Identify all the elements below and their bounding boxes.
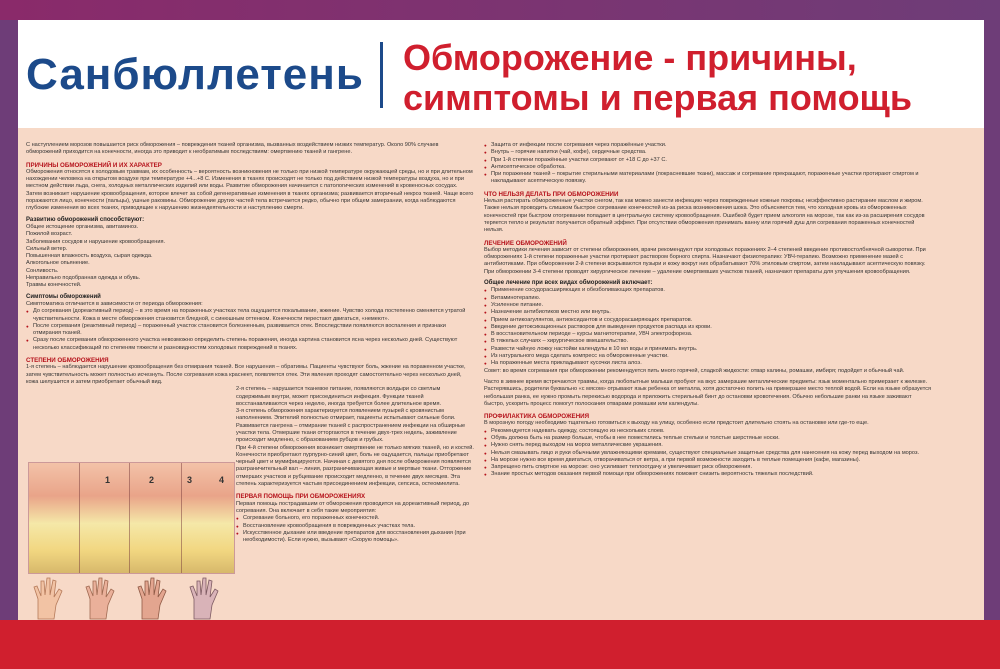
- heading-symptoms: Симптомы обморожений: [26, 293, 101, 300]
- list-item: Общее истощение организма, авитаминоз.: [26, 223, 139, 230]
- list-item: Пожилой возраст.: [26, 231, 73, 238]
- list-item: ● В тяжелых случаях – хирургическое вмешательство.: [484, 338, 932, 345]
- layer-label: 2: [149, 475, 155, 485]
- symptoms-intro: Симптоматика отличается в зависимости от периода обморожения:: [26, 300, 203, 307]
- degree-1-text: 1-я степень – наблюдается нарушение кровообращения без отмирания тканей. Все нарушения – обратимы. Пациенты чувствуют боль, жжение на пораженном участке, затем чувствительность может полностью исчезнуть. После согревания кожа краснеет, появляется отек. Эти явления проходят самостоятельно через несколько дней, кожа шелушится и затем приобретает обычный вид.: [26, 364, 466, 385]
- list-item: ● Восстановление кровообращения в поврежденных участках тела.: [236, 523, 474, 530]
- heading-causes: ПРИЧИНЫ ОБМОРОЖЕНИЙ И ИХ ХАРАКТЕР: [26, 161, 162, 169]
- list-item: Неправильно подобранная одежда и обувь.: [26, 275, 141, 282]
- list-item: ● Нельзя смазывать лицо и руки обычными увлажняющими кремами, существуют специальные защитные средства для нанесения на кожу перед выходом на мороз.: [484, 450, 932, 457]
- degree-column: [236, 386, 474, 544]
- list-item: ● Нужно снять перед выходом на мороз металлические украшения.: [484, 442, 932, 449]
- list-item: ● При поражении тканей – покрытие стерильными материалами (покрасневшие ткани), массаж и согревание прекращают, пораженные участки протирают спиртом и накладывают асептическую повязку.: [484, 171, 932, 186]
- list-item: ● Сразу после согревания обмороженного участка невозможно определить степень поражения, иногда картина становится ясна через несколько дней. Существуют несколько классификаций по степеням тяжести и разновидностям холодовых повреждений в тканях.: [26, 337, 474, 352]
- list-item: Алкогольное опьянение.: [26, 260, 90, 267]
- heading-dont: ЧТО НЕЛЬЗЯ ДЕЛАТЬ ПРИ ОБМОРОЖЕНИИ: [484, 190, 619, 198]
- list-item: Сонливость.: [26, 267, 59, 274]
- list-item: ● На морозе нужно все время двигаться, отворачиваться от ветра, а при первой возможности заходить в теплые помещения (кафе, магазины).: [484, 457, 932, 464]
- treatment-text: Выбор методики лечения зависит от степени обморожения, врачи рекомендуют при холодовых поражениях 2–4 степеней введение противостолбнячной сыворотки. При обморожениях 1-й степени пораженные участки протирают раствором борного спирта. Назначают физиотерапию: УВЧ-терапию. Возможно применение мазей с антибиотиками. При обморожении 2-й степени вскрываются пузыри и кожу вокруг них обрабатывают 70% этиловым спиртом, затем накладывают асептическую повязку. При обморожении 3-4 степени проводят хирургическое лечение – удаление омертвевших участков тканей, назначают препараты для улучшения кровообращения.: [484, 246, 926, 275]
- list-item: ● Знание простых методов оказания первой помощи при обморожениях поможет снизить вероятность тяжелых последствий.: [484, 471, 932, 478]
- list-item: ● Назначение антибиотиков местно или внутрь.: [484, 309, 932, 316]
- bottom-red-bar: [0, 620, 1000, 669]
- degree-3-text: 3-я степень обморожения характеризуется появлением пузырей с кровянистым наполнением. Эпителий полностью отмирает, пациенты испытывают сильные боли. Развивается гангрена – отмирание тканей с распространением инфекции на обширные участки тела. Отмершие ткани отторгаются в течение двух-трех недель, заживление происходит медленно, с образованием рубцов и грубых.: [236, 408, 466, 444]
- hand-icon: [28, 575, 74, 620]
- heading-factors: Развитию обморожений способствуют:: [26, 216, 145, 223]
- top-frame-bar: [0, 0, 1000, 20]
- layer-label: 4: [219, 475, 225, 485]
- title-line-2: симптомы и первая помощь: [403, 77, 913, 118]
- causes-text: Обморожения относятся к холодовым травмам, их особенность – вероятность возникновения не только при низкой температуре окружающей среды, но и при длительном нахождении человека на открытом воздухе при температуре +4...+8 С. Изменения в тканях происходят не только под действием низкой температуры воздуха, но и при местном действии льда, снега, холодных металлических изделий или воды. Развитие обморожения начинается с патологических изменений в кровеносных сосудах. Затем возникает нарушение кровообращения, которое влечет за собой дегенеративные изменения в тканях организма; развивается вторичный некроз тканей. Чаще всего поражаются лицо, конечности (пальцы), ушные раковины. Обморожение других частей тела встречается редко, обычно при общем замерзании, когда наблюдаются глубокие изменения во всех тканях, приводящие к нарушению жизнедеятельности и наступлению смерти.: [26, 168, 474, 212]
- first-aid-intro: Первая помощь пострадавшим от обморожения проводится на дореактивный период, до согревания. Она включает в себя такие мероприятия:: [236, 500, 470, 514]
- heading-treatment: ЛЕЧЕНИЕ ОБМОРОЖЕНИЙ: [484, 239, 567, 247]
- skin-layer: [29, 463, 80, 573]
- children-text: Часто в зимнее время встречаются травмы, когда любопытные малыши пробуют на вкус замерзшие металлические предметы: язык моментально примерзает к железке. Растерявшись, родители буквально «с мясом» отрывают язык ребенка от металла, хотя достаточно полить на примерзшее место теплой водой. Если на языке образуется небольшая ранка, ее нужно промыть перекисью водорода и приложить стерильный бинт до остановки кровотечения. Обычно небольшие ранки на языке заживают быстро, ускорить процесс помогут полоскания отварами ромашки или календулы.: [484, 378, 932, 407]
- list-item: Сильный ветер.: [26, 245, 68, 252]
- layer-label: 3: [187, 475, 193, 485]
- list-item: ● Рекомендуется надевать одежду, состоящую из нескольких слоев.: [484, 428, 932, 435]
- poster-header: [18, 20, 984, 128]
- list-item: ● До согревания (дореактивный период) – в это время на пораженных участках тела ощущается покалывание, жжение. Чувство холода постепенно сменяется утратой чувствительности. Кожа в месте обморожения становится бледной, с синюшным оттенком. Конечности перестают двигаться, «немеют».: [26, 308, 474, 323]
- list-item: ● Усиленное питание.: [484, 302, 932, 309]
- list-item: ● Искусственное дыхание или введение препаратов для восстановления дыхания (при необходимости). Если нужно, вызывают «Скорую помощь».: [236, 530, 474, 545]
- list-item: Травмы конечностей.: [26, 282, 82, 289]
- list-item: ● Витаминотерапию.: [484, 295, 932, 302]
- skin-layer: [129, 463, 182, 573]
- list-item: ● Защита от инфекции после согревания через поражённые участки.: [484, 142, 932, 149]
- header-divider: [380, 42, 383, 108]
- list-item: ● Запрещено пить спиртное на морозе: оно усиливает теплоотдачу и увеличивает риск обморожения.: [484, 464, 932, 471]
- list-item: ● Применение сосудорасширяющих и обезболивающих препаратов.: [484, 287, 932, 294]
- skin-layers-illustration: [28, 462, 235, 574]
- advice-text: Совет: во время согревания при обморожении рекомендуется пить много горячей, сладкой жидкости: отвар калины, ромашки, имбиря; подойдет и обычный чай.: [484, 367, 905, 374]
- list-item: Заболевания сосудов и нарушение кровообращения.: [26, 238, 166, 245]
- hand-icon: [80, 575, 126, 620]
- list-item: ● Из натурального меда сделать компресс на обмороженные участки.: [484, 353, 932, 360]
- dont-text: Нельзя растирать обмороженные участки снегом, так как можно занести инфекцию через поврежденные кожные покровы; неэффективно растирание маслом и жиром. Также нельзя проводить слишком быстрое согревание конечностей из-за риска возникновения шока. Это объясняется тем, что холодная кровь из обмороженных конечностей при быстром отогревании попадает в центральную систему кровообращения. Ошибкой будет прием алкоголя на морозе, так как из-за расширения сосудов теряется тепло и результат получается обратный эффект. При отсутствии обморожения принимать ванну или горячий душ для согревания пораженных конечностей нельзя.: [484, 198, 925, 234]
- hands-illustration: [28, 575, 233, 620]
- list-item: ● Прием антикоагулянтов, антиоксидантов и сосудорасширяющих препаратов.: [484, 317, 932, 324]
- factors-list: [26, 224, 474, 290]
- hand-icon: [132, 575, 178, 620]
- heading-degrees: СТЕПЕНИ ОБМОРОЖЕНИЯ: [26, 357, 109, 365]
- list-item: ● После согревания (реактивный период) – пораженный участок становится болезненным, развивается отек. Впоследствии появляются воспаления и признаки отмирания тканей.: [26, 323, 474, 338]
- list-item: ● В восстановительном периоде – курсы магнитотерапии, УВЧ электрофореза.: [484, 331, 932, 338]
- poster-title: [403, 38, 912, 118]
- list-item: ● При 1-й степени поражённые участки согревают от +18 С до +37 С.: [484, 157, 932, 164]
- list-item: ● Внутрь – горячие напитки (чай, кофе), сердечные средства.: [484, 149, 932, 156]
- intro-text: С наступлением морозов повышается риск обморожения – повреждения тканей организма, вызванных воздействием низких температур. Около 90% случаев обморожений приходится на конечности, иногда это приводит к необратимым последствиям: омертвению тканей и гангрене.: [26, 142, 439, 156]
- layer-label: 1: [105, 475, 111, 485]
- title-line-1: Обморожение - причины,: [403, 37, 857, 78]
- list-item: ● Развести чайную ложку настойки календулы в 10 мл воды и принимать внутрь.: [484, 346, 932, 353]
- degree-4-text: При 4-й степени обморожения возникает омертвение не только мягких тканей, но и костей. Конечности приобретают пурпурно-синий цвет, боль не ощущается, пальцы приобретают черный цвет и мумифицируются. Начиная с девятого дня после обморожения появляется разграничительный вал – линия, разграничивающая живые и мертвые ткани. Отторжение отмерших участков и рубцевание происходит медленно, в течение двух месяцев. Эта степень характеризуется частым присоединением инфекции, сепсиса, остеомиелита.: [236, 444, 474, 488]
- list-item: ● Согревание больного, его пораженных конечностей.: [236, 515, 474, 522]
- list-item: ● Введение детоксикационных растворов для выведения продуктов распада из крови.: [484, 324, 932, 331]
- list-item: ● Антисептическое обработка.: [484, 164, 932, 171]
- heading-first-aid: ПЕРВАЯ ПОМОЩЬ ПРИ ОБМОРОЖЕНИЯХ: [236, 493, 366, 501]
- list-item: Повышенная влажность воздуха, сырая одежда.: [26, 253, 153, 260]
- list-item: ● Обувь должна быть на размер больше, чтобы в нее поместились теплые стельки и толстые шерстяные носки.: [484, 435, 932, 442]
- heading-general-treatment: Общее лечение при всех видах обморожений включает:: [484, 280, 653, 287]
- brand-title: Санбюллетень: [26, 50, 364, 99]
- list-item: ● На пораженные места прикладывают кусочки листа алоэ.: [484, 360, 932, 367]
- hand-icon: [184, 575, 230, 620]
- degree-2-text: 2-я степень – нарушается тканевое питание, появляются волдыри со светлым содержимым внутри, может присоединиться инфекция. Функции тканей восстанавливаются через неделю, иногда требуется более длительное время.: [236, 386, 442, 407]
- prevention-intro: В морозную погоду необходимо тщательно готовиться к выходу на улицу, особенно если предстоит длительно стоять на остановке или где-то еще.: [484, 420, 869, 427]
- heading-prevention: ПРОФИЛАКТИКА ОБМОРОЖЕНИЯ: [484, 413, 590, 421]
- right-column: [484, 142, 932, 479]
